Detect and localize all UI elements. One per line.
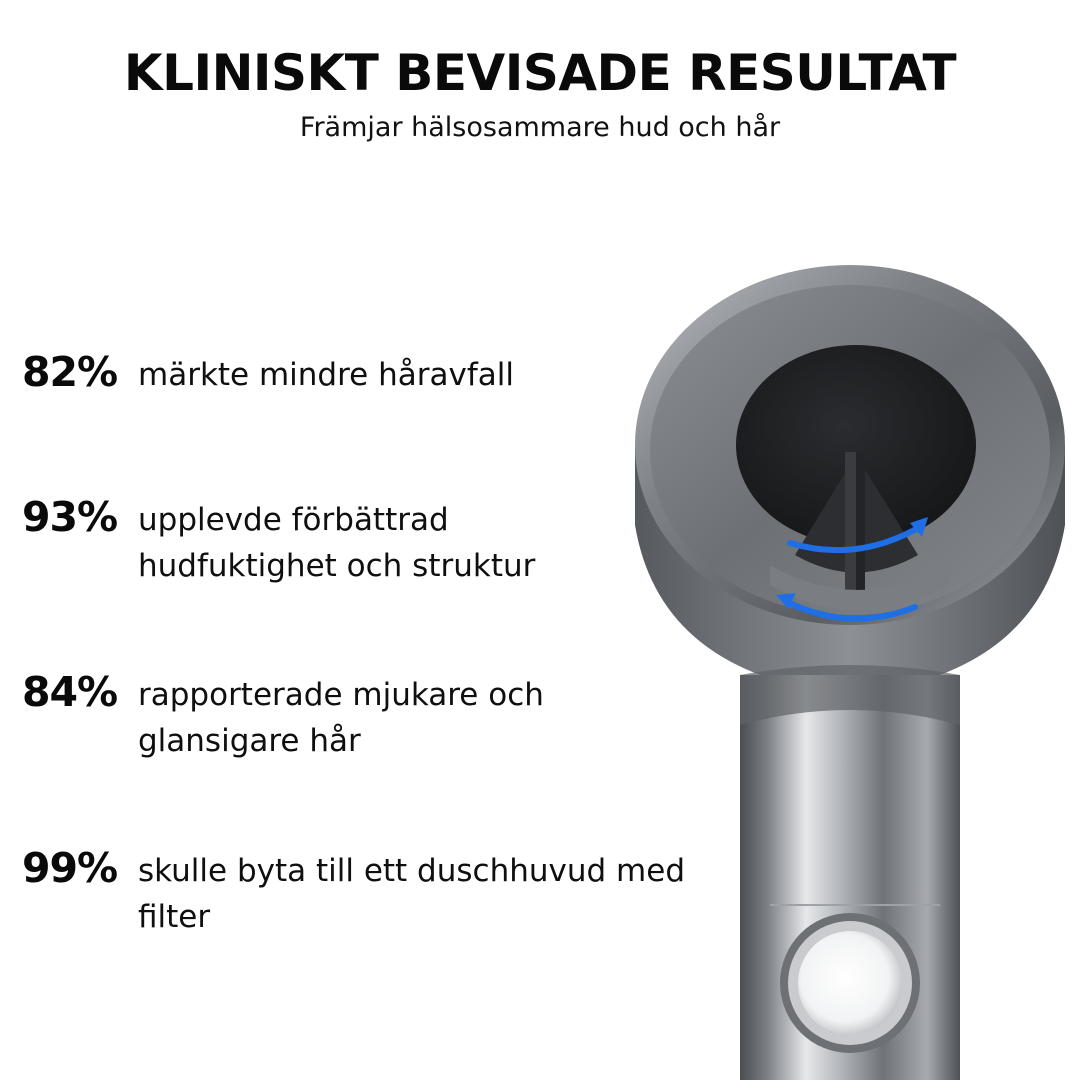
stat-percent: 93% (22, 493, 118, 541)
stat-description: rapporterade mjukare och glansigare hår (138, 677, 544, 759)
stat-percent: 82% (22, 348, 118, 396)
page-subtitle: Främjar hälsosammare hud och hår (299, 112, 781, 143)
page-title: KLINISKT BEVISADE RESULTAT (123, 44, 957, 102)
stat-description: skulle byta till ett duschhuvud med filter (138, 853, 685, 935)
shower-head-icon (620, 255, 1080, 1080)
stat-description: upplevde förbättrad hudfuktighet och struktur (138, 502, 536, 584)
stat-percent: 99% (22, 844, 118, 892)
stat-percent: 84% (22, 668, 118, 716)
stat-description: märkte mindre håravfall (138, 357, 514, 393)
